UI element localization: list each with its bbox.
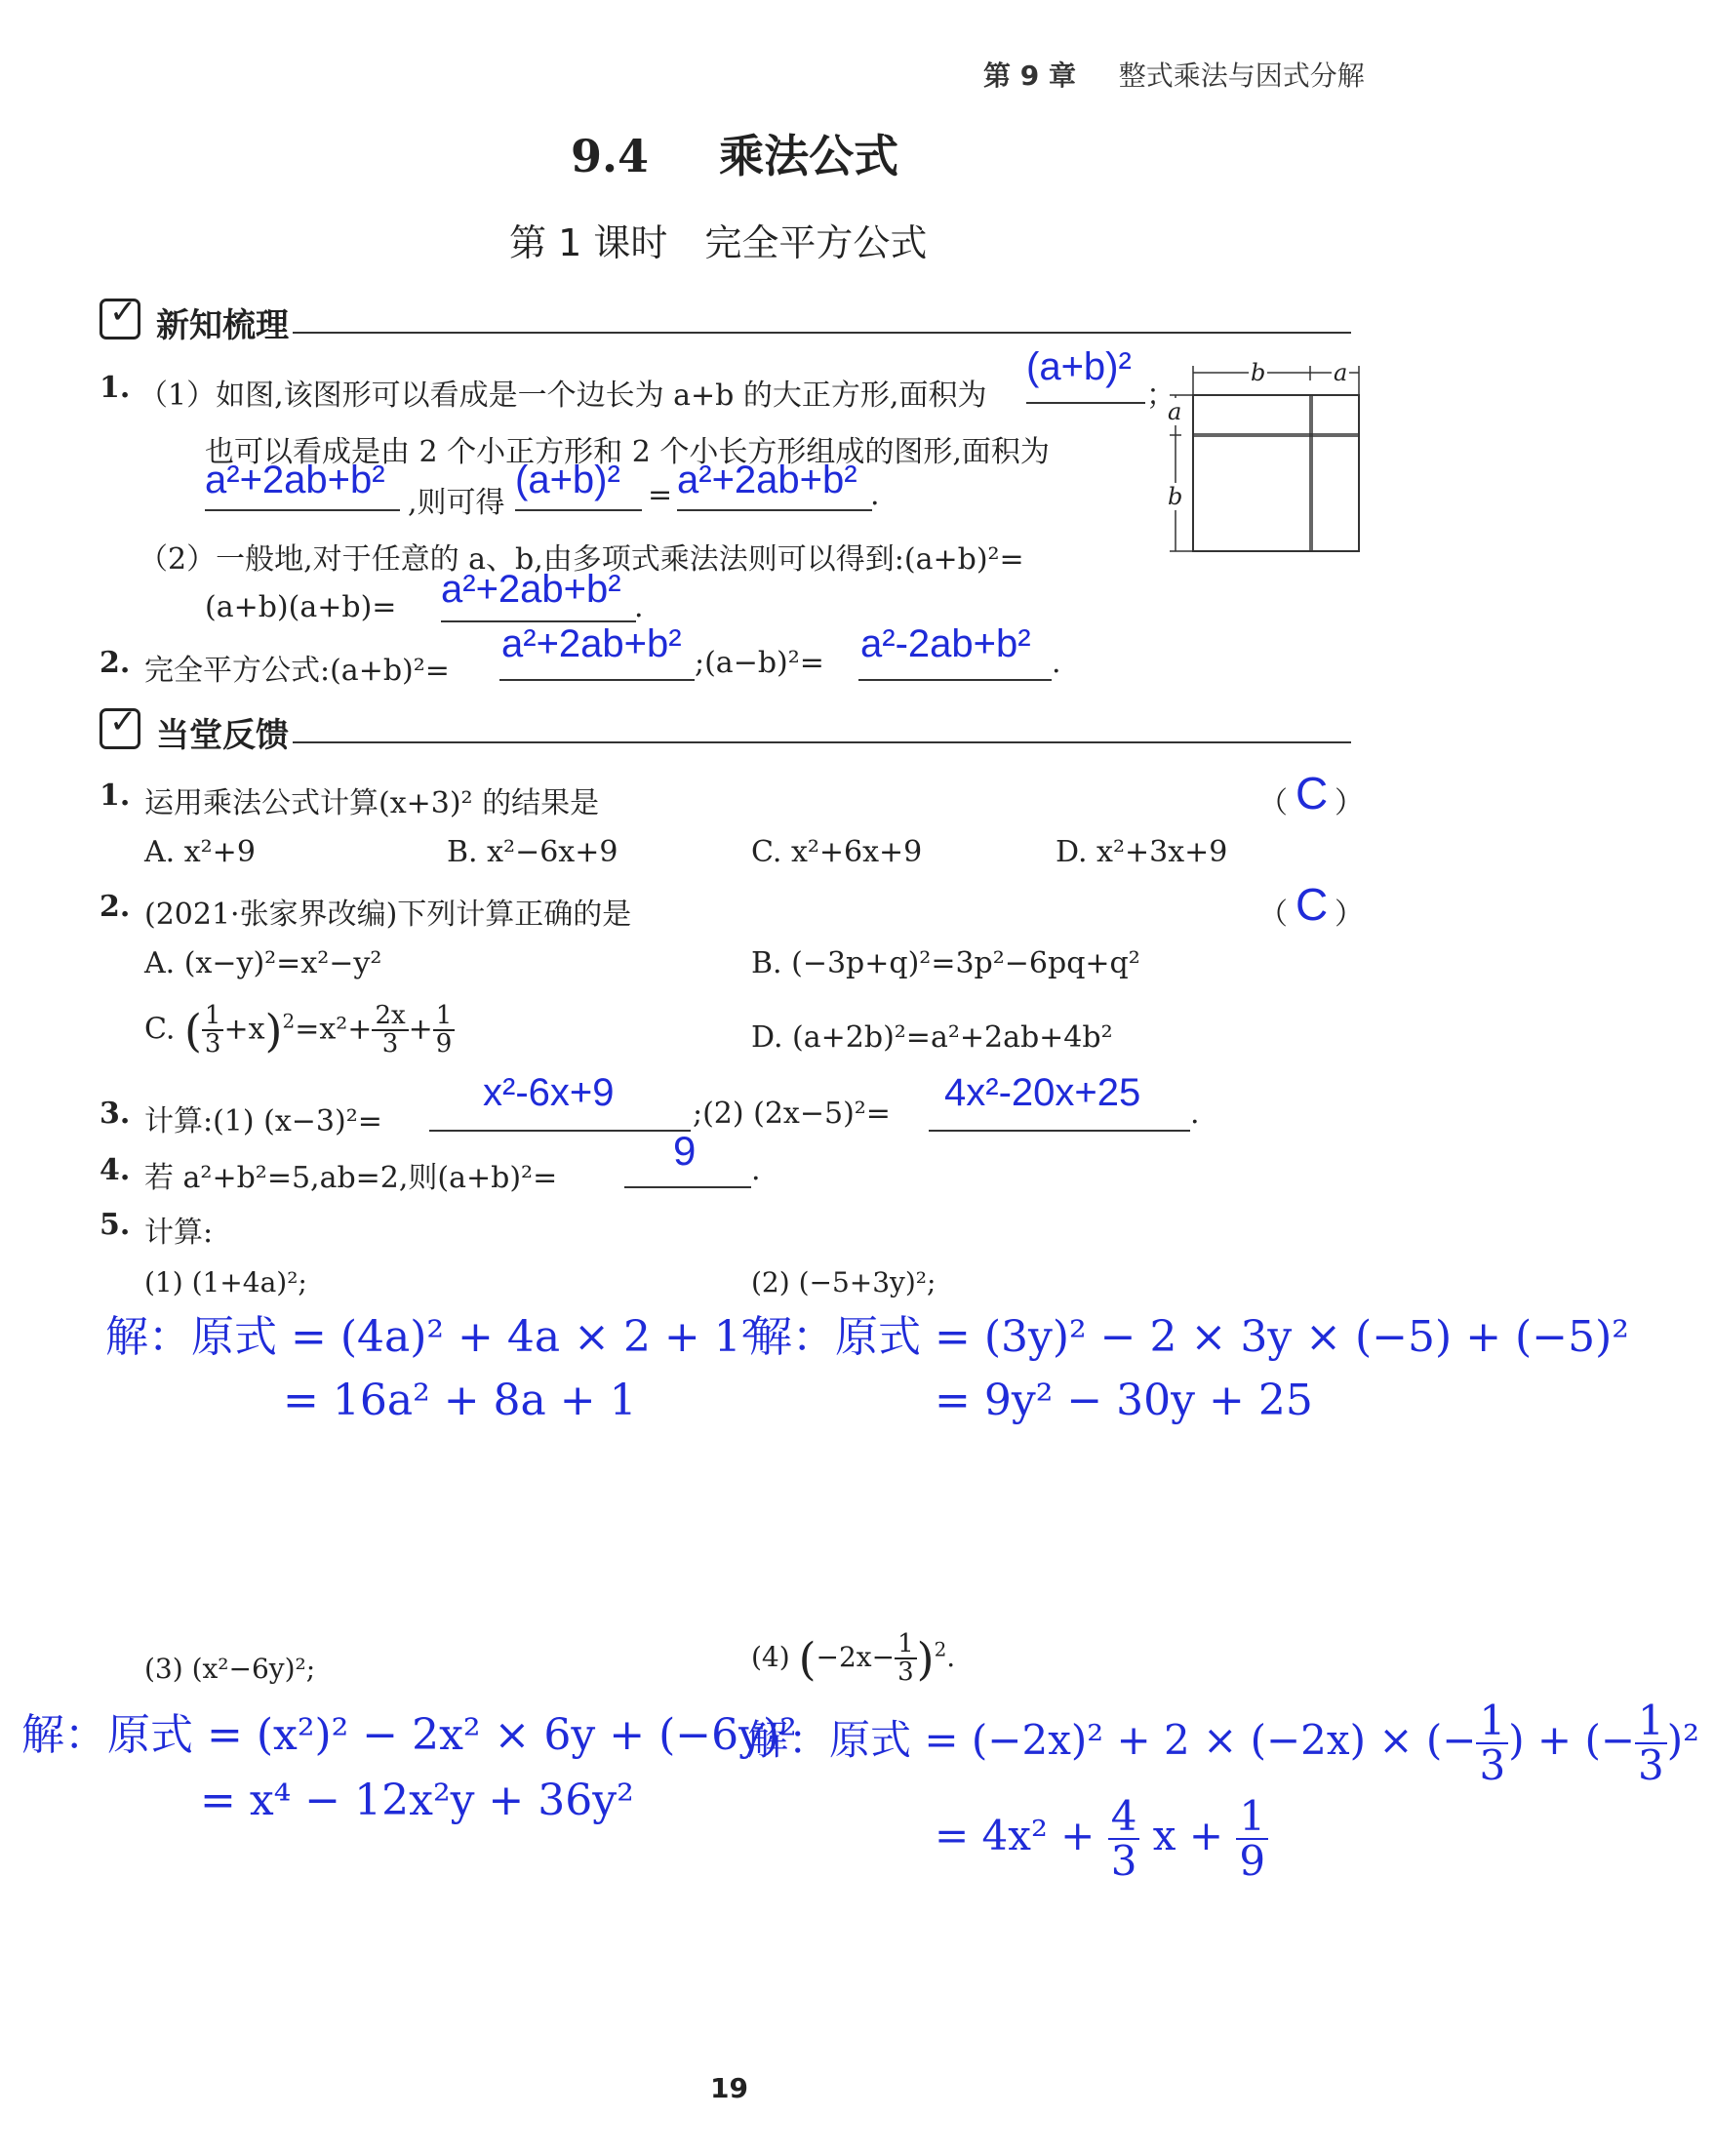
section-name: 乘法公式 bbox=[719, 130, 899, 182]
solution-1-line-2: = 16a² + 8a + 1 bbox=[283, 1376, 637, 1425]
option-c: C. ( $\frac{1}{3}$ +x)$^2$=x²+ $\frac{2x}{3}$ + $\frac{1}{9}$ bbox=[144, 1003, 455, 1058]
diagram-label-a-top: a bbox=[1334, 359, 1348, 386]
solution-2-line-2: = 9y² − 30y + 25 bbox=[935, 1376, 1313, 1425]
solution-2-line-1: 解：原式 = (3y)² − 2 × 3y × (−5) + (−5)² bbox=[749, 1312, 1629, 1362]
running-header bbox=[983, 55, 1365, 94]
answer-blank bbox=[429, 1130, 691, 1132]
section-heading-new-knowledge: 新知梳理 bbox=[156, 306, 289, 345]
answer-blank bbox=[205, 509, 400, 511]
question-number: 1. bbox=[100, 371, 131, 405]
section-title bbox=[571, 121, 898, 185]
punctuation: . bbox=[751, 1153, 761, 1187]
answer-paren-right: ） bbox=[1335, 898, 1364, 932]
question-number: 3. bbox=[100, 1097, 131, 1131]
subproblem-1: (1) (1+4a)²; bbox=[144, 1266, 307, 1298]
question-text: 计算: bbox=[144, 1216, 214, 1250]
question-text: （1）如图,该图形可以看成是一个边长为 a+b 的大正方形,面积为 bbox=[139, 379, 987, 413]
subproblem-3: (3) (x²−6y)²; bbox=[144, 1653, 316, 1685]
handwritten-answer: 9 bbox=[673, 1128, 697, 1174]
question-text: ,则可得 bbox=[408, 486, 505, 520]
option-a: A. x²+9 bbox=[144, 835, 256, 869]
option-d: D. (a+2b)²=a²+2ab+4b² bbox=[751, 1020, 1113, 1055]
answer-paren-left: （ bbox=[1258, 786, 1288, 820]
solution-1-line-1: 解：原式 = (4a)² + 4a × 2 + 1² bbox=[105, 1312, 759, 1362]
subproblem-2: (2) (−5+3y)²; bbox=[751, 1266, 937, 1298]
question-number: 1. bbox=[100, 779, 131, 813]
punctuation: . bbox=[870, 478, 880, 512]
fraction: $\frac{1}{3}$ bbox=[202, 1003, 224, 1058]
handwritten-answer: a²-2ab+b² bbox=[860, 622, 1031, 665]
answer-blank bbox=[677, 509, 872, 511]
option-b: B. x²−6x+9 bbox=[447, 835, 618, 869]
question-text: (2021·张家界改编)下列计算正确的是 bbox=[144, 898, 632, 932]
handwritten-answer: a²+2ab+b² bbox=[441, 568, 621, 611]
answer-blank bbox=[858, 679, 1052, 681]
handwritten-choice: C bbox=[1295, 879, 1329, 930]
question-text: 完全平方公式:(a+b)²= bbox=[144, 654, 450, 688]
fraction: $\frac{4}{3}$ bbox=[1108, 1795, 1140, 1883]
handwritten-answer: a²+2ab+b² bbox=[205, 459, 385, 501]
question-number: 4. bbox=[100, 1153, 131, 1187]
punctuation: . bbox=[1190, 1097, 1200, 1131]
lesson-subtitle: 第 1 课时 完全平方公式 bbox=[509, 221, 928, 264]
answer-blank bbox=[499, 679, 695, 681]
handwritten-answer: x²-6x+9 bbox=[483, 1071, 615, 1114]
solution-3-line-2: = x⁴ − 12x²y + 36y² bbox=[200, 1776, 634, 1825]
diagram-label-b-top: b bbox=[1251, 359, 1266, 386]
question-text: （2）一般地,对于任意的 a、b,由多项式乘法法则可以得到:(a+b)²= bbox=[139, 542, 1024, 577]
handwritten-choice: C bbox=[1295, 768, 1329, 818]
fraction: $\frac{1}{3}$ bbox=[1476, 1699, 1508, 1787]
question-text: 计算:(1) (x−3)²= bbox=[144, 1104, 382, 1138]
section-divider bbox=[293, 332, 1351, 334]
question-text: 若 a²+b²=5,ab=2,则(a+b)²= bbox=[144, 1161, 558, 1195]
chapter-number: 第 9 章 bbox=[983, 60, 1076, 92]
answer-paren-right: ） bbox=[1335, 786, 1364, 820]
answer-blank bbox=[929, 1130, 1190, 1132]
page-number: 19 bbox=[710, 2072, 748, 2104]
handwritten-answer: a²+2ab+b² bbox=[677, 459, 857, 501]
fraction: $\frac{2x}{3}$ bbox=[372, 1003, 408, 1058]
diagram-label-b-side: b bbox=[1168, 483, 1183, 510]
handwritten-answer: 4x²-20x+25 bbox=[944, 1071, 1141, 1114]
section-number: 9.4 bbox=[571, 130, 650, 182]
section-heading-feedback: 当堂反馈 bbox=[156, 716, 289, 755]
option-d: D. x²+3x+9 bbox=[1056, 835, 1228, 869]
punctuation: ； bbox=[1146, 379, 1176, 413]
answer-blank bbox=[515, 509, 642, 511]
option-label: C. bbox=[144, 1012, 176, 1047]
answer-paren-left: （ bbox=[1258, 898, 1288, 932]
solution-3-line-1: 解：原式 = (x²)² − 2x² × 6y + (−6y)² bbox=[21, 1710, 797, 1760]
square-diagram bbox=[1166, 361, 1371, 556]
option-c: C. x²+6x+9 bbox=[751, 835, 923, 869]
solution-4-line-2: = 4x² + $\frac{4}{3}$ x + $\frac{1}{9}$ bbox=[935, 1795, 1268, 1883]
fraction: $\frac{1}{3}$ bbox=[1635, 1699, 1667, 1787]
diagram-label-a-side: a bbox=[1168, 398, 1182, 425]
punctuation: . bbox=[1052, 646, 1061, 680]
chapter-title: 整式乘法与因式分解 bbox=[1118, 60, 1365, 92]
fraction: $\frac{1}{9}$ bbox=[433, 1003, 456, 1058]
question-text: ;(2) (2x−5)²= bbox=[693, 1097, 891, 1131]
question-text: 也可以看成是由 2 个小正方形和 2 个小长方形组成的图形,面积为 bbox=[205, 435, 1050, 469]
check-mark-icon: ✓ bbox=[109, 702, 138, 741]
question-number: 5. bbox=[100, 1208, 131, 1242]
punctuation: . bbox=[634, 590, 644, 624]
check-mark-icon: ✓ bbox=[109, 293, 138, 332]
question-text: (a+b)(a+b)= bbox=[205, 590, 397, 624]
solution-4-line-1: 解：原式 = (−2x)² + 2 × (−2x) × (− $\frac{1}{3}$ ) + (− $\frac{1}{3}$ )² bbox=[747, 1697, 1700, 1790]
question-text: 运用乘法公式计算(x+3)² 的结果是 bbox=[144, 786, 600, 820]
subproblem-4: (4) (−2x− $\frac{1}{3}$ )$^2$. bbox=[751, 1629, 956, 1688]
question-number: 2. bbox=[100, 646, 131, 680]
equals-sign: = bbox=[648, 478, 673, 512]
section-divider bbox=[293, 741, 1351, 743]
question-text: ;(a−b)²= bbox=[695, 646, 824, 680]
handwritten-answer: (a+b)² bbox=[515, 459, 620, 501]
fraction: $\frac{1}{9}$ bbox=[1236, 1795, 1268, 1883]
answer-blank bbox=[1026, 402, 1145, 404]
option-b: B. (−3p+q)²=3p²−6pq+q² bbox=[751, 946, 1140, 980]
handwritten-answer: (a+b)² bbox=[1026, 345, 1132, 388]
fraction: $\frac{1}{3}$ bbox=[895, 1631, 917, 1687]
handwritten-answer: a²+2ab+b² bbox=[501, 622, 682, 665]
answer-blank bbox=[624, 1186, 751, 1188]
question-number: 2. bbox=[100, 890, 131, 924]
option-a: A. (x−y)²=x²−y² bbox=[144, 946, 382, 980]
